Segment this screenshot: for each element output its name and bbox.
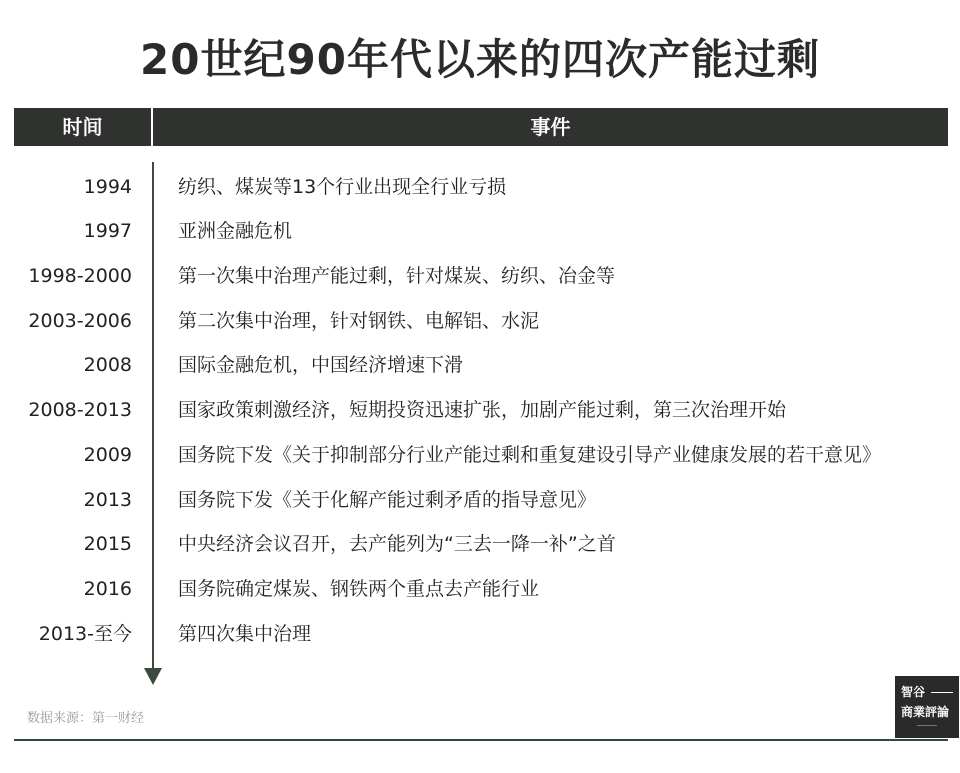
table-row xyxy=(0,574,960,604)
table-row xyxy=(0,216,960,246)
row-event: 国家政策刺激经济，短期投资迅速扩张，加剧产能过剩，第三次治理开始 xyxy=(178,399,787,421)
row-year: 2013 xyxy=(83,489,132,511)
row-event: 国务院确定煤炭、钢铁两个重点去产能行业 xyxy=(178,578,540,600)
row-event: 国际金融危机，中国经济增速下滑 xyxy=(178,354,464,376)
row-year: 2003-2006 xyxy=(28,310,132,332)
row-year: 2009 xyxy=(83,444,132,466)
row-year: 2008 xyxy=(83,354,132,376)
row-event: 国务院下发《关于抑制部分行业产能过剩和重复建设引导产业健康发展的若干意见》 xyxy=(178,444,882,466)
row-event: 亚洲金融危机 xyxy=(178,220,293,242)
table-row xyxy=(0,395,960,425)
row-year: 2016 xyxy=(83,578,132,600)
row-event: 第四次集中治理 xyxy=(178,623,312,645)
row-event: 国务院下发《关于化解产能过剩矛盾的指导意见》 xyxy=(178,489,597,511)
header-time: 时间 xyxy=(62,115,103,139)
logo-line-2: 商業評論 xyxy=(901,705,950,719)
brand-logo xyxy=(895,676,959,738)
table-row xyxy=(0,261,960,291)
table-header xyxy=(14,108,948,146)
row-year: 2015 xyxy=(83,533,132,555)
logo-line-1: 智谷 xyxy=(901,685,926,699)
logo-underline xyxy=(917,725,937,726)
row-year: 1997 xyxy=(83,220,132,242)
row-year: 2008-2013 xyxy=(28,399,132,421)
row-year: 2013-至今 xyxy=(38,623,132,645)
row-event: 第一次集中治理产能过剩，针对煤炭、纺织、冶金等 xyxy=(178,265,616,287)
timeline-arrow-icon xyxy=(144,668,162,685)
bottom-divider xyxy=(14,739,948,741)
table-row xyxy=(0,619,960,649)
table-row xyxy=(0,350,960,380)
table-row xyxy=(0,529,960,559)
table-row xyxy=(0,306,960,336)
table-row xyxy=(0,485,960,515)
header-event: 事件 xyxy=(530,115,571,139)
row-event: 纺织、煤炭等13个行业出现全行业亏损 xyxy=(178,176,507,198)
row-event: 第二次集中治理，针对钢铁、电解铝、水泥 xyxy=(178,310,540,332)
table-row xyxy=(0,172,960,202)
row-year: 1994 xyxy=(83,176,132,198)
table-row xyxy=(0,440,960,470)
page-title: 20世纪90年代以来的四次产能过剩 xyxy=(140,35,820,84)
row-year: 1998-2000 xyxy=(28,265,132,287)
data-source-note: 数据来源：第一财经 xyxy=(27,711,145,726)
row-event: 中央经济会议召开，去产能列为“三去一降一补”之首 xyxy=(178,533,616,555)
logo-dash xyxy=(931,692,953,693)
